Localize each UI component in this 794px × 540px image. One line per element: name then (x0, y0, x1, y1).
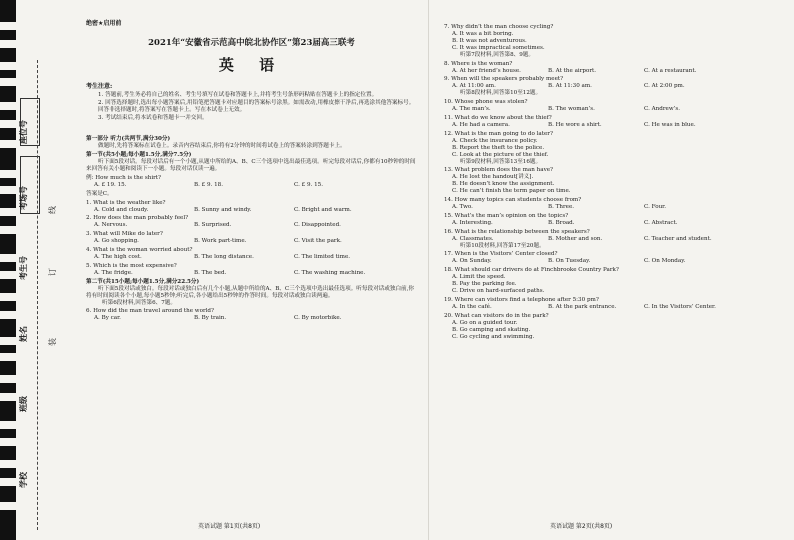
option-line: A. Check the insurance policy. (452, 137, 538, 144)
option-a: A. The man’s. (452, 106, 491, 113)
option-line: A. Go on a guided tour. (452, 319, 518, 326)
option-a: A. At her friend’s house. (452, 67, 521, 74)
barcode-stripes (0, 0, 16, 540)
question-stem: 15. What’s the man’s opinion on the topics? (444, 212, 569, 219)
question-stem: 11. What do we know about the thief? (444, 114, 552, 121)
option-c: C. At 2:00 pm. (644, 83, 685, 90)
question-options (86, 207, 417, 214)
listening-hint: 听第10段材料,回答第17至20题。 (460, 242, 545, 249)
question-stem: 6. How did the man travel around the world? (86, 308, 214, 315)
option-c: C. Bright and warm. (294, 206, 352, 213)
question-options (444, 106, 786, 113)
question-stem: 1. What is the weather like? (86, 199, 166, 206)
question-options (444, 304, 786, 311)
question-options (444, 220, 786, 227)
option-b: B. Three. (548, 204, 575, 210)
question-stem: 10. Whose phone was stolen? (444, 99, 528, 106)
name-label: 姓名 (19, 326, 28, 342)
question-stem: 2. How does the man probably feel? (86, 215, 189, 222)
option-b: B. The long distance. (194, 253, 254, 260)
option-line: B. Pay the parking fee. (452, 281, 517, 288)
option-b: B. The woman’s. (548, 106, 595, 113)
part1-description: 做题时,先将答案标在试卷上。录音内容结束后,你将有2分钟的时间将试卷上的答案转涂到答题卡上。 (98, 143, 346, 150)
notes-heading: 考生注意: (86, 82, 113, 90)
seal-word-pack: 装 (48, 338, 57, 346)
note-item: 3. 考试结束后,将本试卷和答题卡一并交回。 (98, 115, 208, 122)
listening-hint: 听第8段材料,回答第10至12题。 (460, 90, 542, 97)
question-stem: 17. When is the Visitors’ Center closed? (444, 251, 558, 258)
option-a: A. The fridge. (94, 269, 133, 276)
option-b: B. Surprised. (194, 222, 232, 229)
option-c: C. He was in blue. (644, 121, 696, 128)
option-a: A. Nervous. (94, 222, 128, 229)
school-label: 学校 (19, 472, 28, 488)
option-c: C. Teacher and student. (644, 235, 712, 242)
example-question: 例: How much is the shirt? (86, 175, 162, 182)
listening-hint: 听第9段材料,回答第13至16题。 (460, 158, 542, 165)
seal-word-line: 线 (48, 206, 57, 214)
room-number-label: 考场号 (19, 186, 28, 210)
option-b: B. At the park entrance. (548, 303, 617, 310)
seat-number-label: 座位号 (19, 120, 28, 144)
option-c: C. Visit the park. (294, 238, 342, 245)
question-stem: 14. How many topics can students choose from? (444, 197, 582, 204)
option-b: B. Mother and son. (548, 235, 603, 242)
section2-heading: 第二节(共15小题;每小题1.5分,满分22.5分) (86, 278, 200, 285)
option-b: B. Sunny and windy. (194, 206, 252, 213)
option-a: A. Go shopping. (94, 238, 139, 245)
option-a: A. He had a camera. (452, 121, 510, 128)
example-answer: 答案是C。 (86, 190, 113, 197)
section1-description: 听下面5段对话。每段对话后有一个小题,从题中所给的A、B、C三个选项中选出最佳选项。听完每段对话后,你都有10秒钟的时间来回答有关小题和阅读下一小题。每段对话仅读一遍。 (86, 159, 416, 173)
seal-word-bind: 订 (48, 268, 57, 276)
option-a: A. Cold and cloudy. (94, 206, 149, 213)
option-a: A. Two. (452, 204, 473, 210)
option-line: B. It was not adventurous. (452, 37, 527, 44)
option-line: A. It was a bit boring. (452, 30, 514, 37)
page-footer: 英语试题 第1页(共8页) (198, 522, 261, 530)
question-stem: 7. Why didn’t the man choose cycling? (444, 23, 554, 30)
section1-heading: 第一节(共5小题;每小题1.5分,满分7.5分) (86, 152, 192, 159)
option-c: C. Disappointed. (294, 222, 341, 229)
question-stem: 12. What is the man going to do later? (444, 130, 553, 137)
class-label: 班级 (19, 396, 28, 412)
exam-title: 2021年“安徽省示范高中皖北协作区”第23届高三联考 (148, 37, 355, 48)
question-stem: 19. Where can visitors find a telephone after 5:30 pm? (444, 296, 599, 303)
question-stem: 18. What should car drivers do at Finchbrooke Country Park? (444, 267, 619, 274)
option-c: C. The limited time. (294, 253, 351, 260)
option-c: C. By motorbike. (294, 315, 342, 322)
page-footer: 英语试题 第2页(共8页) (550, 522, 613, 530)
section2-description: 听下面5段对话或独白。每段对话或独白后有几个小题,从题中所给的A、B、C三个选项中选出最佳选项。听每段对话或独白前,你将有时间阅读各个小题,每小题5秒钟;听完后,各小题给出5秒钟的作答时间。每段对话或独白读两遍。 (86, 285, 415, 299)
option-c: C. £ 9. 15. (294, 182, 323, 189)
question-stem: 13. What problem does the man have? (444, 167, 554, 174)
binding-strip (0, 0, 78, 540)
candidate-number-label: 考生号 (19, 256, 28, 280)
binding-dashed-line (37, 60, 38, 530)
option-c: C. In the Visitors’ Center. (644, 303, 716, 310)
option-c: C. Abstract. (644, 219, 678, 226)
question-list (444, 24, 786, 341)
option-a: A. Classmates. (452, 235, 494, 242)
option-b: B. He wore a shirt. (548, 121, 602, 128)
question-stem: 20. What can visitors do in the park? (444, 312, 549, 319)
question-options (86, 254, 417, 261)
option-c: C. Four. (644, 204, 667, 210)
question-stem: 8. Where is the woman? (444, 60, 513, 67)
confidential-mark: 绝密★启用前 (86, 20, 122, 27)
question-stem: 16. What is the relationship between the speakers? (444, 228, 590, 235)
question-options (444, 68, 786, 75)
question-options (86, 315, 417, 322)
note-item: 2. 回答选择题时,选出每小题答案后,用铅笔把答题卡对应题目的答案标号涂黑。如需改动,用橡皮擦干净后,再选涂其他答案标号。回答非选择题时,将答案写在答题卡上。写在本试卷上无效。 (98, 100, 415, 114)
option-line: A. He lost the handout[讲义]. (452, 174, 534, 181)
question-stem: 5. Which is the most expensive? (86, 262, 177, 269)
option-b: B. £ 9. 18. (194, 182, 224, 189)
option-line: C. It was impractical sometimes. (452, 44, 545, 51)
question-options (86, 238, 417, 245)
page-2 (432, 0, 792, 540)
option-line: C. Drive on hard-surfaced paths. (452, 288, 545, 295)
listening-hint: 听第7段材料,回答第8、9题。 (460, 51, 534, 58)
question-options (444, 122, 786, 129)
option-b: B. On Tuesday. (548, 258, 591, 265)
note-item: 1. 答题前,考生务必将自己的姓名、考生号填写在试卷和答题卡上,并将考生号条形码粘贴在答题卡上的指定位置。 (98, 92, 378, 99)
question-options (86, 270, 417, 277)
question-stem: 9. When will the speakers probably meet? (444, 76, 564, 83)
page-divider (428, 0, 429, 540)
option-line: B. He doesn’t know the assignment. (452, 181, 555, 188)
part1-heading: 第一部分 听力(共两节,满分30分) (86, 136, 171, 143)
option-a: A. The high cost. (94, 253, 142, 260)
option-a: A. By car. (94, 315, 121, 322)
page-1 (80, 0, 425, 540)
question-options (444, 204, 786, 211)
option-a: A. Interesting. (452, 219, 493, 226)
option-line: A. Limit the speed. (452, 274, 506, 281)
question-options (444, 258, 786, 265)
option-line: B. Report the theft to the police. (452, 144, 545, 151)
option-b: B. Work part-time. (194, 238, 247, 245)
option-b: B. At 11:30 am. (548, 83, 592, 90)
listening-hint: 听第6段材料,回答第6、7题。 (102, 299, 176, 306)
subject-title: 英 语 (218, 56, 285, 75)
question-stem: 4. What is the woman worried about? (86, 246, 193, 253)
question-stem: 3. What will Mike do later? (86, 231, 163, 238)
question-options (86, 222, 417, 229)
option-line: C. Look at the picture of the thief. (452, 151, 549, 158)
option-a: A. In the café. (452, 303, 492, 310)
option-b: B. Broad. (548, 219, 575, 226)
option-b: B. By train. (194, 315, 227, 322)
example-options (86, 182, 417, 189)
option-line: C. He can’t finish the term paper on time. (452, 188, 571, 195)
option-a: A. On Sunday. (452, 258, 492, 265)
option-line: C. Go cycling and swimming. (452, 333, 535, 340)
question-options (444, 236, 786, 243)
option-b: B. At the airport. (548, 67, 597, 74)
option-a: A. At 11:00 am. (452, 83, 496, 90)
option-c: C. At a restaurant. (644, 67, 697, 74)
option-c: C. The washing machine. (294, 269, 366, 276)
option-a: A. £ 19. 15. (94, 182, 127, 189)
option-line: B. Go camping and skating. (452, 326, 531, 333)
option-c: C. Andrew’s. (644, 106, 681, 113)
option-b: B. The bed. (194, 269, 227, 276)
option-c: C. On Monday. (644, 258, 686, 265)
